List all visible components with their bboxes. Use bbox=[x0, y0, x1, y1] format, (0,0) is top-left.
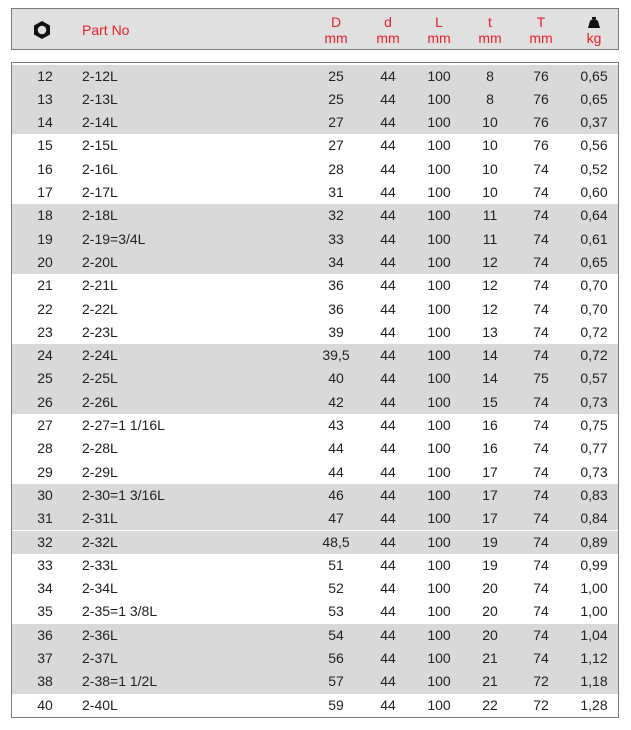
cell-d: 44 bbox=[380, 650, 396, 666]
cell-no: 14 bbox=[37, 114, 53, 131]
cell-d: 44 bbox=[380, 417, 396, 433]
cell-no: 22 bbox=[37, 300, 53, 317]
cell-kg: 0,70 bbox=[580, 300, 608, 317]
cell-part: 2-37L bbox=[82, 650, 118, 666]
cell-kg: 0,64 bbox=[580, 207, 608, 224]
cell-d: 28 bbox=[328, 160, 344, 177]
cell-part: 2-31L bbox=[82, 510, 118, 527]
cell-no: 36 bbox=[37, 626, 53, 643]
cell-l: 100 bbox=[427, 347, 451, 364]
table-row bbox=[12, 158, 618, 181]
hexagon-icon bbox=[32, 20, 52, 40]
table-header bbox=[11, 8, 619, 50]
cell-t: 11 bbox=[482, 230, 498, 247]
cell-d: 32 bbox=[328, 207, 344, 224]
table-row bbox=[12, 391, 618, 414]
cell-kg: 0,72 bbox=[580, 323, 608, 340]
cell-l: 100 bbox=[427, 67, 451, 84]
cell-t: 74 bbox=[533, 277, 549, 294]
cell-t: 72 bbox=[533, 696, 549, 713]
cell-no: 38 bbox=[37, 673, 53, 690]
cell-no: 35 bbox=[37, 603, 53, 620]
table-row bbox=[12, 65, 618, 88]
cell-d: 52 bbox=[328, 580, 344, 597]
table-row bbox=[12, 577, 618, 600]
cell-d: 44 bbox=[380, 277, 396, 294]
table-row bbox=[12, 437, 618, 460]
cell-part: 2-34L bbox=[82, 580, 118, 597]
cell-l: 100 bbox=[427, 207, 451, 224]
table-body bbox=[11, 62, 619, 718]
cell-kg: 0,84 bbox=[580, 510, 608, 527]
cell-t: 16 bbox=[482, 417, 498, 433]
cell-d: 44 bbox=[380, 440, 396, 457]
cell-no: 18 bbox=[37, 207, 53, 224]
cell-l: 100 bbox=[427, 137, 451, 154]
cell-l: 100 bbox=[427, 184, 451, 200]
cell-t: 19 bbox=[482, 533, 498, 550]
header-col-t: t mm bbox=[478, 14, 502, 46]
cell-t: 74 bbox=[533, 510, 549, 527]
cell-t: 74 bbox=[533, 417, 549, 433]
cell-d: 44 bbox=[380, 114, 396, 131]
cell-t: 15 bbox=[482, 393, 498, 410]
cell-d: 44 bbox=[380, 67, 396, 84]
cell-l: 100 bbox=[427, 510, 451, 527]
cell-t: 10 bbox=[482, 114, 498, 131]
table-row bbox=[12, 344, 618, 367]
cell-part: 2-40L bbox=[82, 696, 118, 713]
cell-t: 12 bbox=[482, 253, 498, 270]
cell-d: 25 bbox=[328, 67, 344, 84]
cell-d: 59 bbox=[328, 696, 344, 713]
table-row bbox=[12, 647, 618, 670]
cell-l: 100 bbox=[427, 650, 451, 666]
cell-l: 100 bbox=[427, 393, 451, 410]
cell-part: 2-16L bbox=[82, 160, 118, 177]
cell-t: 74 bbox=[533, 650, 549, 666]
cell-l: 100 bbox=[427, 277, 451, 294]
cell-no: 13 bbox=[37, 90, 53, 107]
cell-kg: 0,60 bbox=[580, 184, 608, 200]
header-col-D: D mm bbox=[324, 14, 348, 46]
cell-part: 2-29L bbox=[82, 463, 118, 480]
cell-t: 12 bbox=[482, 277, 498, 294]
cell-d: 44 bbox=[380, 626, 396, 643]
table-row bbox=[12, 111, 618, 134]
cell-part: 2-32L bbox=[82, 533, 118, 550]
table-row bbox=[12, 531, 618, 554]
cell-no: 16 bbox=[37, 160, 53, 177]
cell-d: 44 bbox=[380, 603, 396, 620]
table-row bbox=[12, 88, 618, 111]
cell-no: 25 bbox=[37, 370, 53, 387]
table-row bbox=[12, 367, 618, 390]
table-row bbox=[12, 251, 618, 274]
table-row bbox=[12, 507, 618, 530]
cell-kg: 0,72 bbox=[580, 347, 608, 364]
header-col-T: T mm bbox=[529, 14, 553, 46]
cell-t: 74 bbox=[533, 463, 549, 480]
cell-d: 46 bbox=[328, 486, 344, 503]
cell-no: 26 bbox=[37, 393, 53, 410]
cell-t: 8 bbox=[486, 90, 494, 107]
cell-no: 40 bbox=[37, 696, 53, 713]
cell-kg: 0,73 bbox=[580, 393, 608, 410]
cell-d: 54 bbox=[328, 626, 344, 643]
cell-d: 44 bbox=[380, 696, 396, 713]
cell-d: 39,5 bbox=[322, 347, 350, 364]
cell-t: 16 bbox=[482, 440, 498, 457]
cell-part: 2-26L bbox=[82, 393, 118, 410]
cell-t: 76 bbox=[533, 114, 549, 131]
table-row bbox=[12, 554, 618, 577]
header-part-no: Part No bbox=[82, 22, 130, 38]
cell-l: 100 bbox=[427, 114, 451, 131]
cell-d: 25 bbox=[328, 90, 344, 107]
cell-t: 74 bbox=[533, 393, 549, 410]
cell-part: 2-18L bbox=[82, 207, 118, 224]
cell-part: 2-14L bbox=[82, 114, 118, 131]
cell-no: 31 bbox=[37, 510, 53, 527]
cell-t: 76 bbox=[533, 90, 549, 107]
cell-part: 2-12L bbox=[82, 67, 118, 84]
cell-t: 17 bbox=[482, 486, 498, 503]
cell-d: 44 bbox=[380, 393, 396, 410]
cell-no: 19 bbox=[37, 230, 53, 247]
cell-t: 74 bbox=[533, 300, 549, 317]
cell-l: 100 bbox=[427, 626, 451, 643]
header-col-L: L mm bbox=[427, 14, 451, 46]
cell-d: 44 bbox=[380, 486, 396, 503]
cell-t: 14 bbox=[482, 370, 498, 387]
table-row bbox=[12, 670, 618, 693]
cell-part: 2-27=1 1/16L bbox=[82, 417, 165, 433]
table-row bbox=[12, 694, 618, 717]
cell-kg: 0,65 bbox=[580, 253, 608, 270]
cell-d: 44 bbox=[380, 90, 396, 107]
header-col-d: d mm bbox=[376, 14, 400, 46]
cell-d: 51 bbox=[328, 556, 344, 573]
cell-d: 44 bbox=[380, 370, 396, 387]
cell-d: 39 bbox=[328, 323, 344, 340]
cell-no: 23 bbox=[37, 323, 53, 340]
cell-d: 44 bbox=[380, 137, 396, 154]
table-row bbox=[12, 181, 618, 204]
cell-part: 2-28L bbox=[82, 440, 118, 457]
cell-t: 19 bbox=[482, 556, 498, 573]
table-row bbox=[12, 414, 618, 437]
cell-t: 74 bbox=[533, 207, 549, 224]
cell-l: 100 bbox=[427, 580, 451, 597]
cell-d: 34 bbox=[328, 253, 344, 270]
cell-l: 100 bbox=[427, 253, 451, 270]
cell-l: 100 bbox=[427, 370, 451, 387]
cell-d: 36 bbox=[328, 300, 344, 317]
cell-t: 20 bbox=[482, 626, 498, 643]
cell-l: 100 bbox=[427, 556, 451, 573]
cell-kg: 1,04 bbox=[580, 626, 608, 643]
header-col-kg: kg bbox=[572, 14, 616, 46]
cell-kg: 0,65 bbox=[580, 67, 608, 84]
cell-kg: 0,99 bbox=[580, 556, 608, 573]
cell-t: 17 bbox=[482, 463, 498, 480]
cell-no: 17 bbox=[37, 184, 53, 200]
cell-d: 44 bbox=[380, 580, 396, 597]
cell-no: 24 bbox=[37, 347, 53, 364]
cell-kg: 1,00 bbox=[580, 580, 608, 597]
cell-t: 20 bbox=[482, 603, 498, 620]
cell-no: 21 bbox=[37, 277, 53, 294]
cell-t: 11 bbox=[482, 207, 498, 224]
table-row bbox=[12, 298, 618, 321]
cell-t: 74 bbox=[533, 440, 549, 457]
cell-l: 100 bbox=[427, 323, 451, 340]
cell-kg: 0,75 bbox=[580, 417, 608, 433]
cell-t: 74 bbox=[533, 160, 549, 177]
cell-d: 27 bbox=[328, 114, 344, 131]
cell-t: 72 bbox=[533, 673, 549, 690]
cell-part: 2-25L bbox=[82, 370, 118, 387]
cell-t: 74 bbox=[533, 626, 549, 643]
cell-l: 100 bbox=[427, 90, 451, 107]
cell-t: 74 bbox=[533, 486, 549, 503]
cell-t: 74 bbox=[533, 556, 549, 573]
cell-t: 13 bbox=[482, 323, 498, 340]
cell-no: 34 bbox=[37, 580, 53, 597]
cell-kg: 0,70 bbox=[580, 277, 608, 294]
table-row bbox=[12, 204, 618, 227]
cell-t: 12 bbox=[482, 300, 498, 317]
cell-part: 2-35=1 3/8L bbox=[82, 603, 158, 620]
cell-kg: 1,28 bbox=[580, 696, 608, 713]
cell-d: 43 bbox=[328, 417, 344, 433]
cell-l: 100 bbox=[427, 160, 451, 177]
cell-part: 2-19=3/4L bbox=[82, 230, 146, 247]
cell-no: 20 bbox=[37, 253, 53, 270]
cell-t: 21 bbox=[482, 673, 498, 690]
cell-l: 100 bbox=[427, 603, 451, 620]
cell-d: 44 bbox=[328, 440, 344, 457]
cell-l: 100 bbox=[427, 463, 451, 480]
cell-d: 53 bbox=[328, 603, 344, 620]
cell-part: 2-36L bbox=[82, 626, 118, 643]
cell-d: 27 bbox=[328, 137, 344, 154]
cell-l: 100 bbox=[427, 673, 451, 690]
table-row bbox=[12, 461, 618, 484]
cell-t: 76 bbox=[533, 137, 549, 154]
cell-t: 76 bbox=[533, 67, 549, 84]
cell-no: 28 bbox=[37, 440, 53, 457]
table-row bbox=[12, 228, 618, 251]
cell-no: 15 bbox=[37, 137, 53, 154]
cell-kg: 1,00 bbox=[580, 603, 608, 620]
cell-d: 31 bbox=[328, 184, 344, 200]
table-row bbox=[12, 624, 618, 647]
cell-kg: 0,61 bbox=[580, 230, 608, 247]
cell-kg: 1,18 bbox=[580, 673, 608, 690]
cell-kg: 0,65 bbox=[580, 90, 608, 107]
cell-l: 100 bbox=[427, 486, 451, 503]
cell-t: 74 bbox=[533, 253, 549, 270]
cell-t: 74 bbox=[533, 230, 549, 247]
cell-kg: 0,57 bbox=[580, 370, 608, 387]
cell-d: 44 bbox=[380, 230, 396, 247]
cell-l: 100 bbox=[427, 300, 451, 317]
cell-d: 40 bbox=[328, 370, 344, 387]
cell-no: 12 bbox=[37, 67, 53, 84]
cell-l: 100 bbox=[427, 696, 451, 713]
cell-t: 10 bbox=[482, 184, 498, 200]
cell-part: 2-38=1 1/2L bbox=[82, 673, 158, 690]
cell-d: 57 bbox=[328, 673, 344, 690]
cell-t: 74 bbox=[533, 533, 549, 550]
cell-d: 44 bbox=[380, 160, 396, 177]
cell-d: 44 bbox=[380, 510, 396, 527]
cell-d: 44 bbox=[328, 463, 344, 480]
cell-t: 74 bbox=[533, 347, 549, 364]
cell-no: 37 bbox=[37, 650, 53, 666]
weight-icon bbox=[572, 14, 616, 30]
cell-t: 22 bbox=[482, 696, 498, 713]
cell-t: 74 bbox=[533, 184, 549, 200]
cell-kg: 1,12 bbox=[580, 650, 608, 666]
cell-d: 44 bbox=[380, 300, 396, 317]
cell-t: 10 bbox=[482, 160, 498, 177]
cell-d: 44 bbox=[380, 463, 396, 480]
cell-t: 74 bbox=[533, 580, 549, 597]
cell-part: 2-33L bbox=[82, 556, 118, 573]
cell-part: 2-23L bbox=[82, 323, 118, 340]
cell-d: 36 bbox=[328, 277, 344, 294]
cell-d: 42 bbox=[328, 393, 344, 410]
cell-kg: 0,56 bbox=[580, 137, 608, 154]
cell-l: 100 bbox=[427, 533, 451, 550]
cell-t: 10 bbox=[482, 137, 498, 154]
cell-d: 44 bbox=[380, 533, 396, 550]
cell-part: 2-17L bbox=[82, 184, 118, 200]
cell-t: 74 bbox=[533, 323, 549, 340]
table-row bbox=[12, 274, 618, 297]
cell-d: 44 bbox=[380, 673, 396, 690]
cell-d: 44 bbox=[380, 253, 396, 270]
cell-l: 100 bbox=[427, 440, 451, 457]
cell-no: 32 bbox=[37, 533, 53, 550]
cell-d: 44 bbox=[380, 207, 396, 224]
cell-part: 2-24L bbox=[82, 347, 118, 364]
cell-kg: 0,83 bbox=[580, 486, 608, 503]
cell-l: 100 bbox=[427, 417, 451, 433]
cell-t: 21 bbox=[482, 650, 498, 666]
cell-kg: 0,77 bbox=[580, 440, 608, 457]
cell-d: 33 bbox=[328, 230, 344, 247]
cell-t: 74 bbox=[533, 603, 549, 620]
cell-t: 20 bbox=[482, 580, 498, 597]
cell-l: 100 bbox=[427, 230, 451, 247]
cell-t: 17 bbox=[482, 510, 498, 527]
table-row bbox=[12, 321, 618, 344]
cell-d: 44 bbox=[380, 347, 396, 364]
cell-part: 2-21L bbox=[82, 277, 118, 294]
cell-d: 56 bbox=[328, 650, 344, 666]
cell-part: 2-20L bbox=[82, 253, 118, 270]
cell-d: 48,5 bbox=[322, 533, 350, 550]
cell-kg: 0,89 bbox=[580, 533, 608, 550]
cell-part: 2-13L bbox=[82, 90, 118, 107]
cell-d: 44 bbox=[380, 323, 396, 340]
cell-kg: 0,52 bbox=[580, 160, 608, 177]
cell-d: 44 bbox=[380, 184, 396, 200]
cell-no: 30 bbox=[37, 486, 53, 503]
table-row bbox=[12, 600, 618, 623]
cell-t: 14 bbox=[482, 347, 498, 364]
cell-part: 2-22L bbox=[82, 300, 118, 317]
cell-part: 2-15L bbox=[82, 137, 118, 154]
cell-kg: 0,73 bbox=[580, 463, 608, 480]
cell-d: 44 bbox=[380, 556, 396, 573]
cell-no: 27 bbox=[37, 417, 53, 433]
cell-t: 75 bbox=[533, 370, 549, 387]
cell-kg: 0,37 bbox=[580, 114, 608, 131]
cell-no: 33 bbox=[37, 556, 53, 573]
cell-no: 29 bbox=[37, 463, 53, 480]
table-row bbox=[12, 484, 618, 507]
cell-part: 2-30=1 3/16L bbox=[82, 486, 165, 503]
table-row bbox=[12, 134, 618, 157]
cell-t: 8 bbox=[486, 67, 494, 84]
cell-d: 47 bbox=[328, 510, 344, 527]
